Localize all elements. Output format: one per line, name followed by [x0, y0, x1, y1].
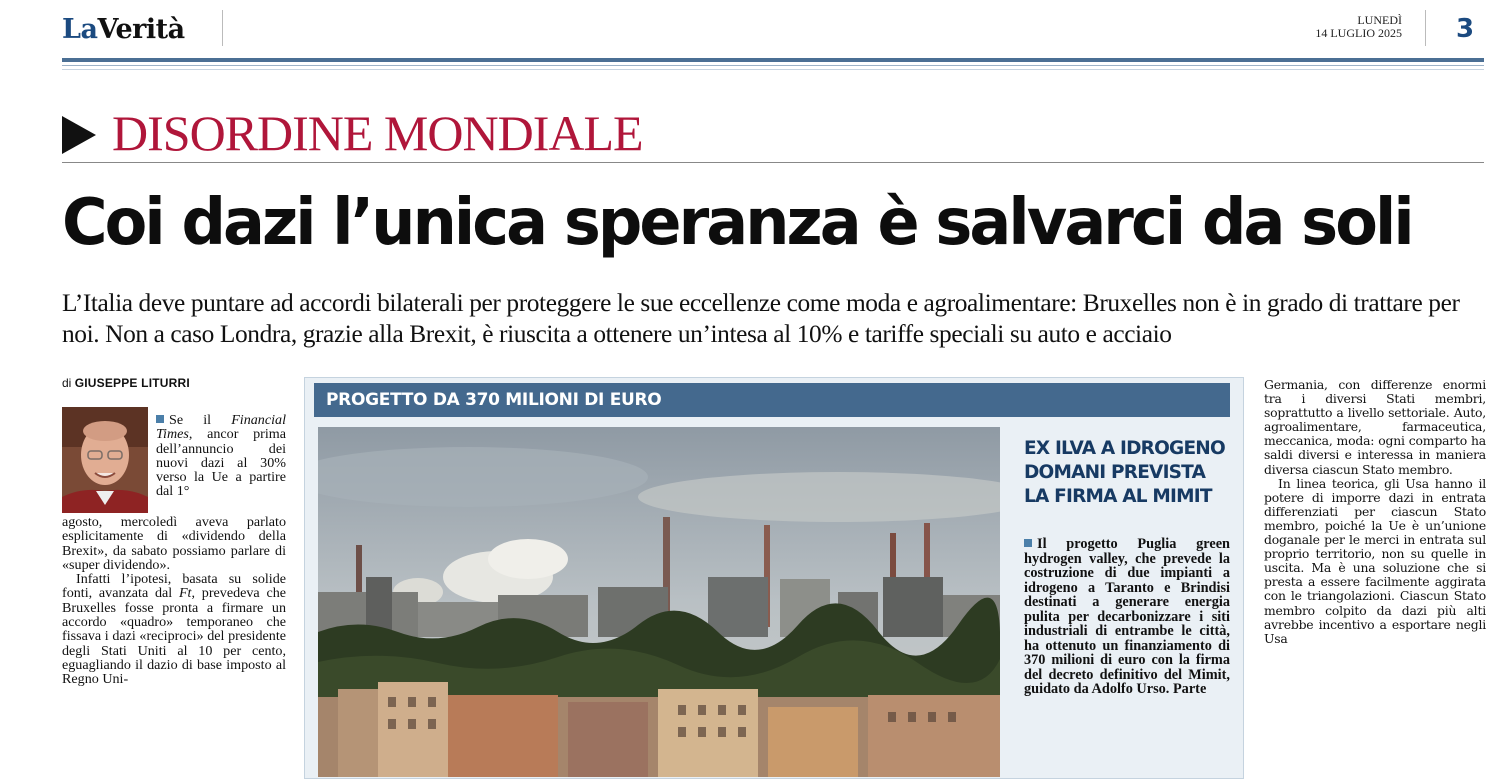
- industrial-plant-photo: [318, 427, 1000, 777]
- article-headline: Coi dazi l’unica speranza è salvarci da soli: [62, 186, 1412, 260]
- col1-p2-text-b: , prevedeva che Bruxelles fosse pronta a firmare un accordo «quadro» temporaneo che fissava i dazi «reciproci» del presidente degli Stati Uniti al 10 per cento, eguagliando il dazio di base imposto al Regno Uni-: [62, 585, 287, 688]
- sidebar-box-label: PROGETTO DA 370 MILIONI DI EURO: [326, 390, 662, 410]
- sidebar-box-title: EX ILVA A IDROGENO DOMANI PREVISTA LA FIRMA AL MIMIT: [1024, 438, 1225, 507]
- article-column-3: [1264, 378, 1486, 646]
- byline: [62, 376, 190, 390]
- issue-day: LUNEDÌ: [1357, 13, 1402, 27]
- col1-text-ft: Financial Times: [156, 412, 286, 443]
- square-bullet-icon: [156, 415, 164, 423]
- section-title: DISORDINE MONDIALE: [112, 105, 643, 161]
- col1-text-b: , ancor prima dell’annuncio dei nuovi dazi al 30% verso la Ue a partire dal 1°: [156, 426, 286, 500]
- masthead-logo-verita: Verità: [97, 14, 185, 45]
- header-rule-thin-2: [62, 69, 1484, 70]
- masthead-divider: [222, 10, 223, 46]
- article-subhead: L’Italia deve puntare ad accordi bilaterali per proteggere le sue eccellenze come moda e agroalimentare: Bruxelles non è in grado di trattare per noi. Non a caso Londra, grazie alla Brexit, è riuscita a ottenere un’intesa al 10% e tariffe speciali su auto e acciaio: [62, 289, 1460, 348]
- col3-paragraph-1: Germania, con differenze enormi tra i diversi Stati membri, soprattutto a livello settoriale. Auto, agroalimentare, farmaceutica, meccanica, moda: ogni comparto ha saldi diversi e interessa in maniera diversa ciascun Stato membro.: [1264, 377, 1486, 477]
- col3-paragraph-2: In linea teorica, gli Usa hanno il potere di imporre dazi in entrata differenziati per ciascun Stato membro, poiché la Ue è un’unione doganale per le merci in entrata sul proprio territorio, non su quelle in uscita. Ma è una soluzione che si presta a essere facilmente aggirata con le triangolazioni. Ciascun Stato membro colpito da dazi più alti avrebbe incentivo a esportare negli Usa: [1264, 475, 1486, 646]
- issue-date: [1315, 14, 1402, 40]
- sidebar-box-body-text: Il progetto Puglia green hydrogen valley, che prevede la costruzione di due impianti a idrogeno a Taranto e Brindisi destinati a generare energia pulita per decarbonizzare i siti industriali di entrambe le città, ha ottenuto un finanziamento di 370 milioni di euro con la firma del decreto definitivo del Mimit, guidato da Adolfo Urso. Parte: [1024, 536, 1230, 697]
- author-photo: [62, 407, 148, 513]
- right-triangle-icon: [62, 116, 96, 154]
- page-number-divider: [1425, 10, 1426, 46]
- newspaper-masthead: [62, 14, 185, 50]
- issue-full-date: 14 LUGLIO 2025: [1315, 26, 1402, 40]
- col1-paragraph-2: [62, 572, 286, 686]
- sidebar-box-body: [1024, 537, 1230, 697]
- section-rule: [62, 162, 1484, 163]
- byline-author: GIUSEPPE LITURRI: [74, 376, 190, 390]
- article-column-1: [62, 515, 286, 687]
- header-rule-thin: [62, 65, 1484, 66]
- col1-text-a: Se il: [169, 412, 232, 428]
- col1-p2-text-a: Infatti l’ipotesi, basata su solide fonti, avanzata dal: [62, 571, 286, 602]
- square-bullet-icon: [1024, 539, 1032, 547]
- masthead-logo-la: La: [62, 14, 98, 45]
- steel-plant-image: [318, 427, 1000, 777]
- article-column-1-intro: [156, 413, 286, 499]
- byline-prefix: di: [62, 376, 72, 390]
- author-portrait: [62, 407, 148, 513]
- header-rule: [62, 58, 1484, 62]
- page-number: 3: [1456, 14, 1475, 44]
- col1-p2-text-ft: Ft: [178, 585, 192, 602]
- col1-paragraph-1-end: agosto, mercoledì aveva parlato esplicitamente di «dividendo della Brexit», da sabato possiamo parlare di «super dividendo».: [62, 514, 286, 573]
